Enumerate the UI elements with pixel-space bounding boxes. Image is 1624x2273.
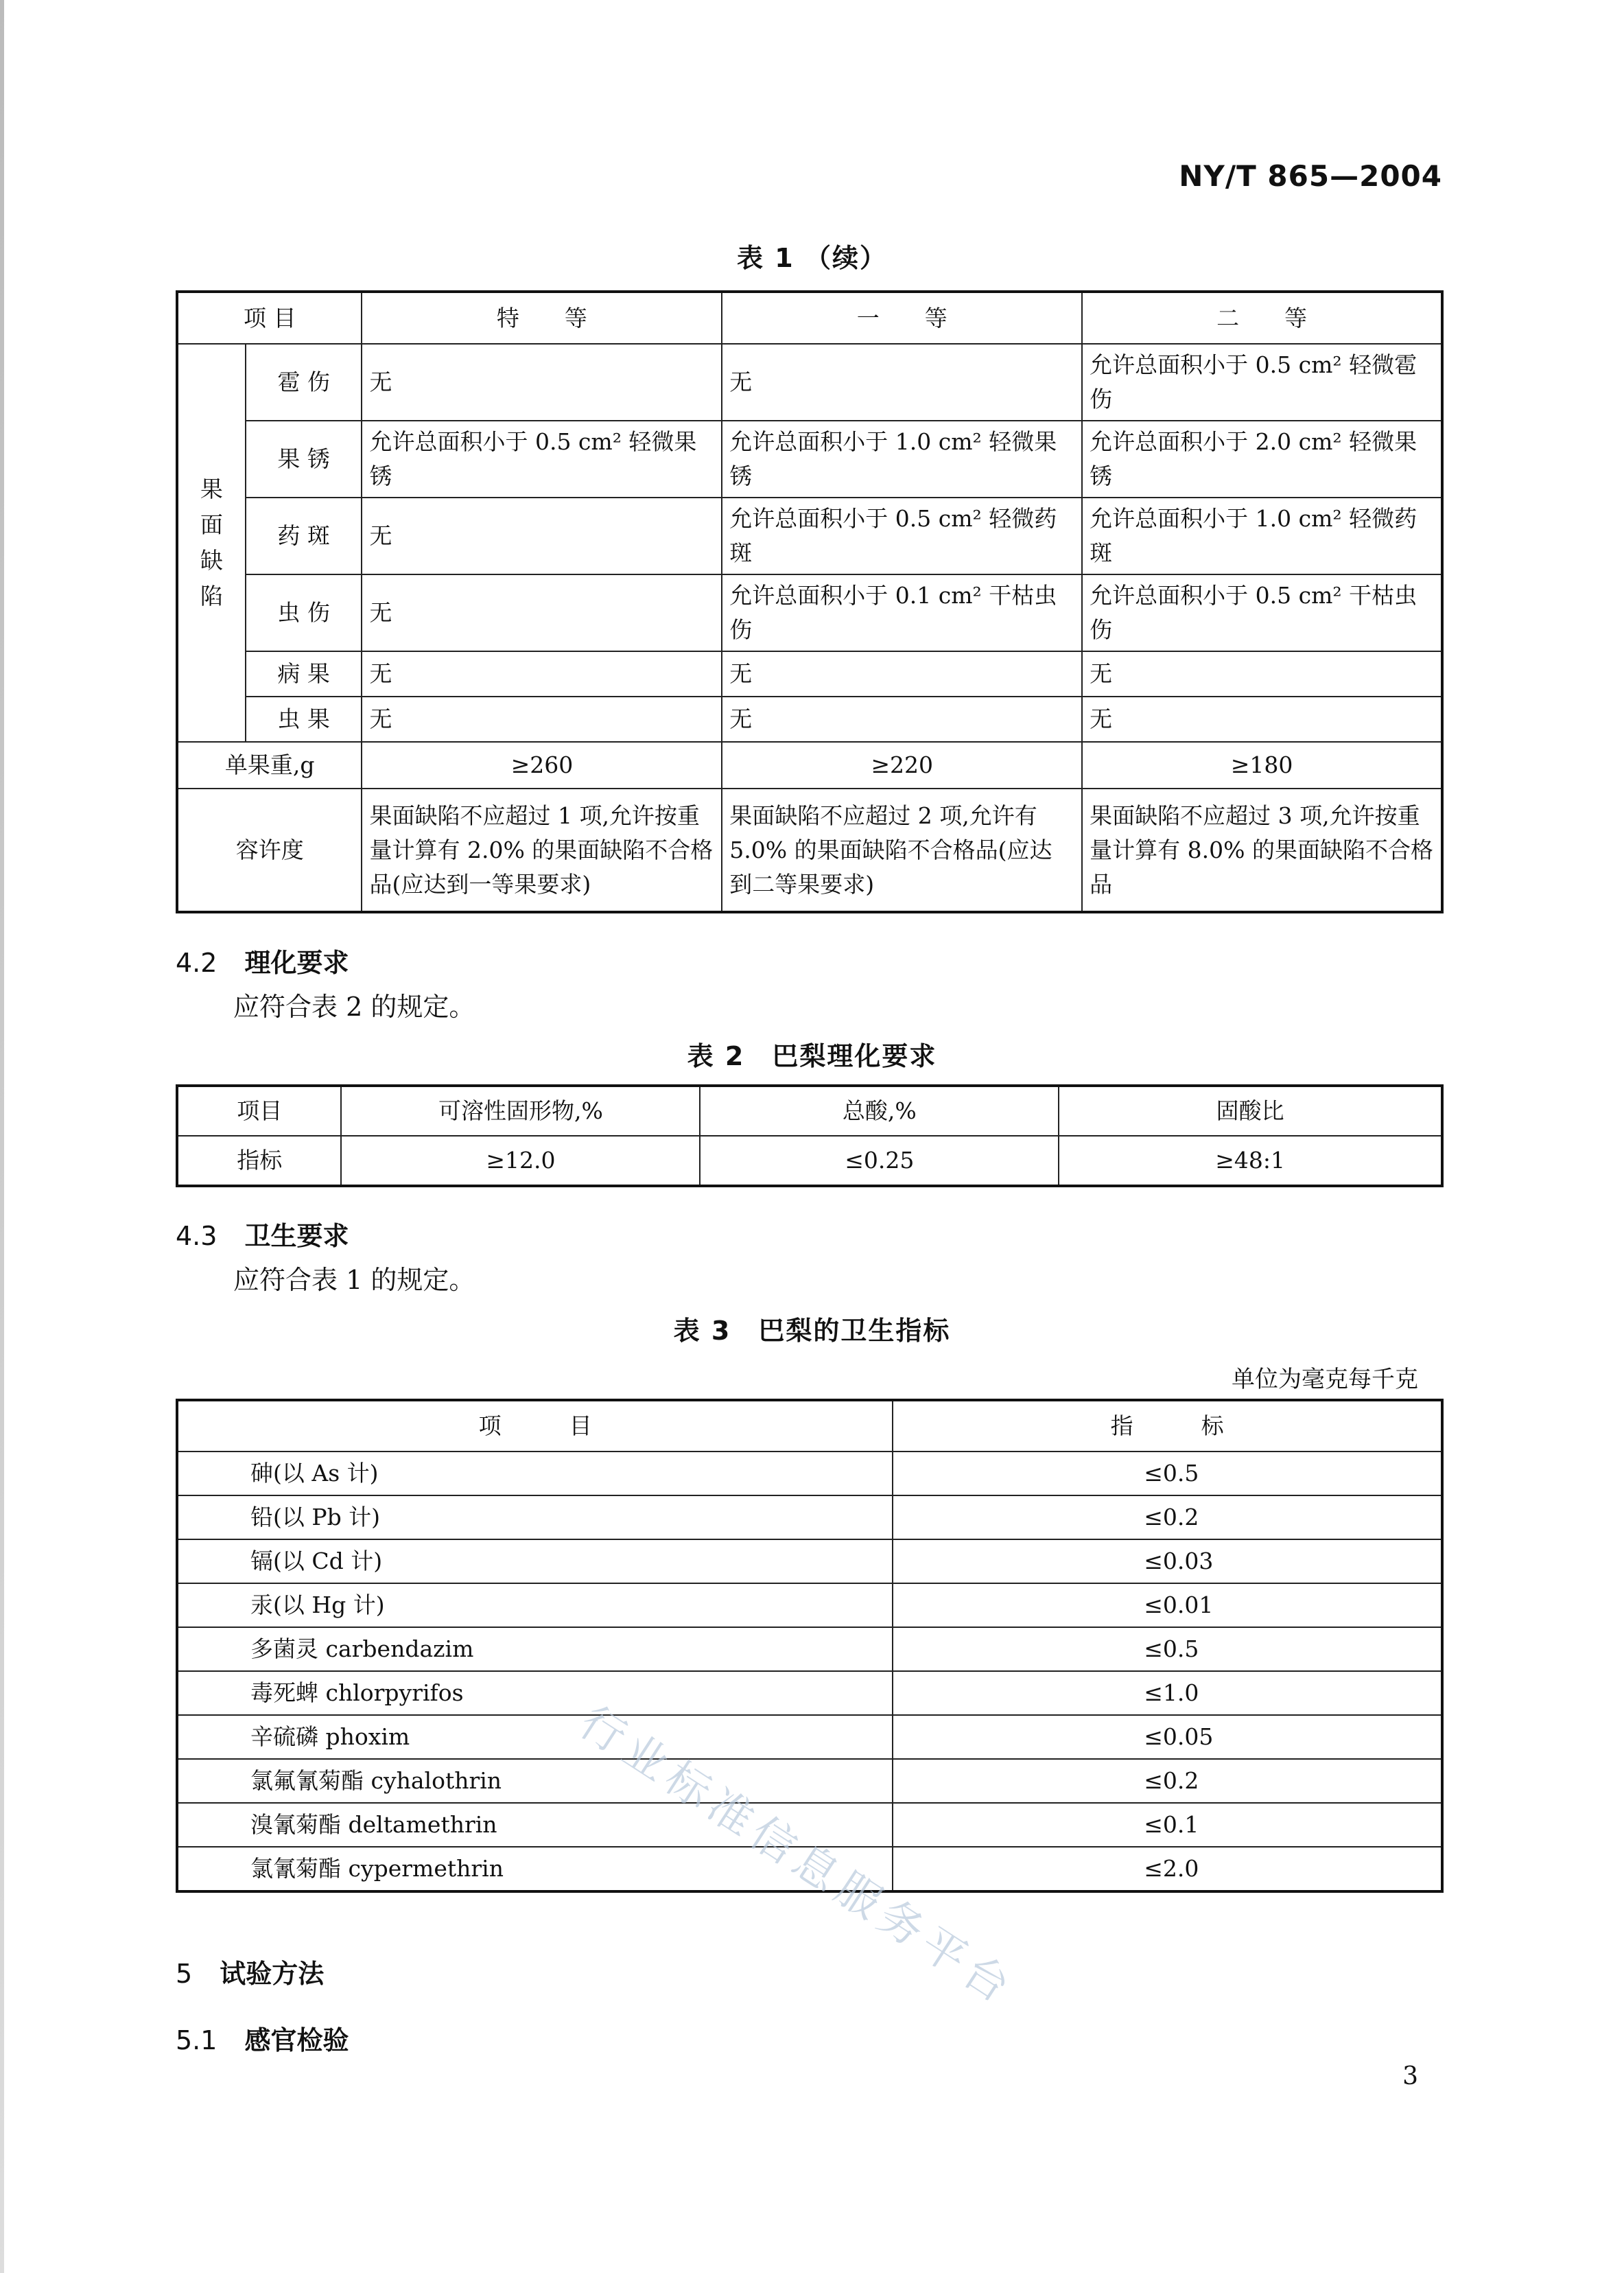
table3-hygiene [176, 1399, 1444, 1893]
table3-header-value: 指 标 [893, 1400, 1442, 1452]
table1-header-row [177, 292, 1442, 344]
row-item: 辛硫磷 phoxim [177, 1715, 893, 1759]
row-item: 果 锈 [246, 421, 362, 498]
table-row [177, 1583, 1442, 1627]
row-value: ≤0.5 [893, 1627, 1442, 1671]
row-item: 多菌灵 carbendazim [177, 1627, 893, 1671]
table-row [177, 697, 1442, 742]
row-item: 氯氟氰菊酯 cyhalothrin [177, 1759, 893, 1803]
tolerance-second: 果面缺陷不应超过 3 项,允许按重量计算有 8.0% 的果面缺陷不合格品 [1082, 789, 1442, 912]
row-item: 虫 伤 [246, 574, 362, 651]
table2-header-row [177, 1086, 1442, 1136]
scan-edge-shadow [0, 0, 4, 2273]
tolerance-label: 容许度 [177, 789, 362, 912]
row-item: 虫 果 [246, 697, 362, 742]
section-5-1-heading: 5.1 感官检验 [176, 2025, 349, 2055]
table2-header-solid-acid-ratio: 固酸比 [1059, 1086, 1442, 1136]
cell-special: 无 [362, 697, 722, 742]
table2-soluble-solids: ≥12.0 [341, 1136, 700, 1186]
table2-solid-acid-ratio: ≥48:1 [1059, 1136, 1442, 1186]
table-row [177, 421, 1442, 498]
watermark-text: 行业标准信息服务平台 [570, 1697, 1024, 2016]
cell-second: 允许总面积小于 0.5 cm² 干枯虫伤 [1082, 574, 1442, 651]
table3-header-item: 项 目 [177, 1400, 893, 1452]
row-value: ≤1.0 [893, 1671, 1442, 1715]
cell-first: 无 [722, 651, 1082, 697]
tolerance-first: 果面缺陷不应超过 2 项,允许有 5.0% 的果面缺陷不合格品(应达到二等果要求) [722, 789, 1082, 912]
section-5-heading: 5 试验方法 [176, 1959, 325, 1989]
row-item: 汞(以 Hg 计) [177, 1583, 893, 1627]
row-value: ≤0.1 [893, 1803, 1442, 1847]
cell-second: 允许总面积小于 0.5 cm² 轻微雹伤 [1082, 344, 1442, 421]
cell-second: 允许总面积小于 1.0 cm² 轻微药斑 [1082, 498, 1442, 574]
row-value: ≤0.2 [893, 1495, 1442, 1539]
table-row [177, 498, 1442, 574]
group-label-surface-defects: 果面缺陷 [177, 344, 246, 742]
table2-header-soluble-solids: 可溶性固形物,% [341, 1086, 700, 1136]
cell-special: 允许总面积小于 0.5 cm² 轻微果锈 [362, 421, 722, 498]
table3-caption: 表 3 巴梨的卫生指标 [673, 1316, 951, 1346]
section-4-2-text: 应符合表 2 的规定。 [233, 992, 475, 1022]
table2-physicochemical [176, 1084, 1444, 1187]
row-item: 镉(以 Cd 计) [177, 1539, 893, 1583]
cell-special: 无 [362, 344, 722, 421]
table-row [177, 574, 1442, 651]
table2-caption: 表 2 巴梨理化要求 [687, 1041, 937, 1071]
cell-first: 无 [722, 344, 1082, 421]
row-item: 病 果 [246, 651, 362, 697]
table1-header-second: 二 等 [1082, 292, 1442, 344]
row-value: ≤0.05 [893, 1715, 1442, 1759]
row-item: 雹 伤 [246, 344, 362, 421]
tolerance-special: 果面缺陷不应超过 1 项,允许按重量计算有 2.0% 的果面缺陷不合格品(应达到一等果要求) [362, 789, 722, 912]
cell-first: 无 [722, 697, 1082, 742]
table-row [177, 651, 1442, 697]
table2-total-acid: ≤0.25 [700, 1136, 1059, 1186]
section-4-2-heading: 4.2 理化要求 [176, 948, 349, 978]
cell-first: 允许总面积小于 0.5 cm² 轻微药斑 [722, 498, 1082, 574]
document-number: NY/T 865—2004 [1179, 159, 1442, 193]
cell-second: 无 [1082, 697, 1442, 742]
table-row [177, 344, 1442, 421]
row-value: ≤2.0 [893, 1847, 1442, 1891]
table-row [177, 1539, 1442, 1583]
table1-header-special: 特 等 [362, 292, 722, 344]
cell-special: 无 [362, 574, 722, 651]
table1-caption: 表 1 （续） [737, 243, 887, 273]
table-row [177, 1671, 1442, 1715]
table2-header-total-acid: 总酸,% [700, 1086, 1059, 1136]
row-value: ≤0.03 [893, 1539, 1442, 1583]
table-row [177, 1452, 1442, 1495]
table2-header-item: 项目 [177, 1086, 341, 1136]
table-row [177, 1627, 1442, 1671]
table1-header-item: 项 目 [177, 292, 362, 344]
table-row [177, 1715, 1442, 1759]
row-item: 砷(以 As 计) [177, 1452, 893, 1495]
table3-unit: 单位为毫克每千克 [1232, 1366, 1418, 1393]
table-row [177, 1495, 1442, 1539]
row-item: 溴氰菊酯 deltamethrin [177, 1803, 893, 1847]
cell-first: 允许总面积小于 0.1 cm² 干枯虫伤 [722, 574, 1082, 651]
row-item: 铅(以 Pb 计) [177, 1495, 893, 1539]
cell-special: 无 [362, 651, 722, 697]
table1-header-first: 一 等 [722, 292, 1082, 344]
table2-row-label: 指标 [177, 1136, 341, 1186]
cell-first: 允许总面积小于 1.0 cm² 轻微果锈 [722, 421, 1082, 498]
table2-value-row [177, 1136, 1442, 1186]
section-4-3-text: 应符合表 1 的规定。 [233, 1265, 475, 1295]
table1-tolerance-row [177, 789, 1442, 912]
row-item: 药 斑 [246, 498, 362, 574]
cell-second: 无 [1082, 651, 1442, 697]
table1-weight-row [177, 742, 1442, 789]
weight-special: ≥260 [362, 742, 722, 789]
cell-second: 允许总面积小于 2.0 cm² 轻微果锈 [1082, 421, 1442, 498]
weight-second: ≥180 [1082, 742, 1442, 789]
table3-header-row [177, 1400, 1442, 1452]
weight-label: 单果重,g [177, 742, 362, 789]
table1-grading [176, 290, 1444, 913]
row-value: ≤0.01 [893, 1583, 1442, 1627]
page-number: 3 [1402, 2062, 1418, 2090]
row-value: ≤0.5 [893, 1452, 1442, 1495]
row-item: 氯氰菊酯 cypermethrin [177, 1847, 893, 1891]
cell-special: 无 [362, 498, 722, 574]
section-4-3-heading: 4.3 卫生要求 [176, 1221, 349, 1251]
table-row [177, 1759, 1442, 1803]
row-item: 毒死蜱 chlorpyrifos [177, 1671, 893, 1715]
row-value: ≤0.2 [893, 1759, 1442, 1803]
weight-first: ≥220 [722, 742, 1082, 789]
